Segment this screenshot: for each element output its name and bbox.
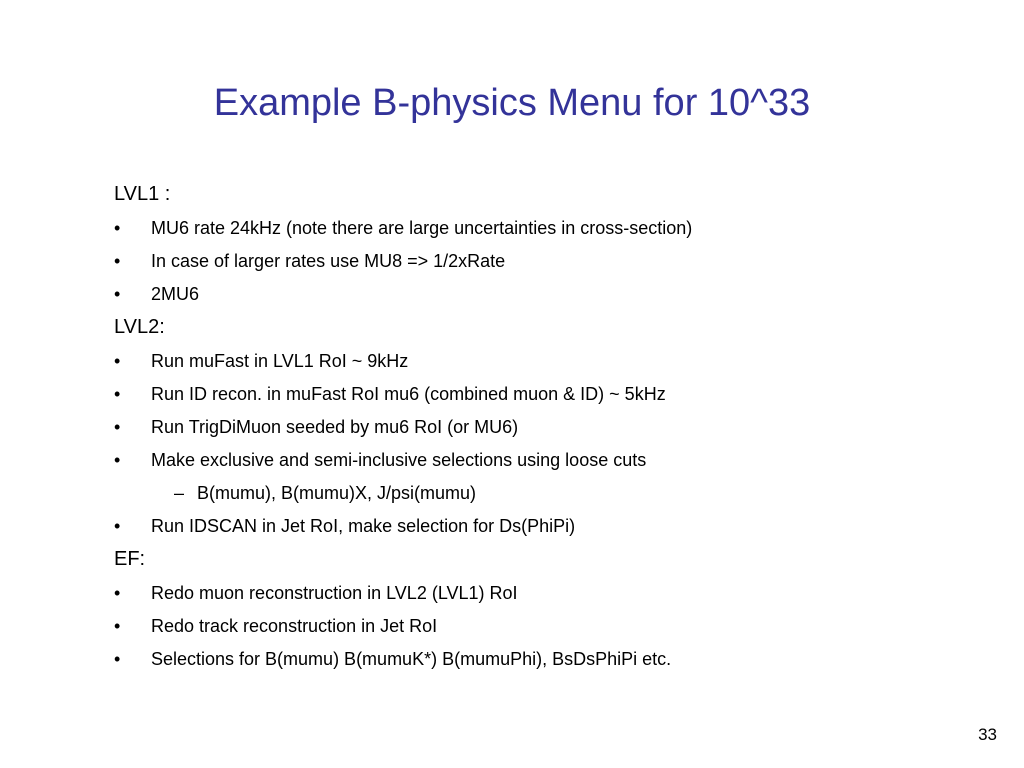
bullet-marker: •	[114, 384, 121, 404]
bullet-text: In case of larger rates use MU8 => 1/2xRate	[151, 251, 506, 271]
slide-title: Example B-physics Menu for 10^33	[213, 82, 811, 124]
bullet-marker: •	[114, 450, 121, 470]
sub-bullet-item	[114, 477, 994, 510]
bullet-marker: •	[114, 351, 121, 371]
bullet-marker: •	[114, 649, 121, 669]
bullet-item	[114, 212, 994, 245]
bullet-item	[114, 610, 994, 643]
bullet-text: Run IDSCAN in Jet RoI, make selection for Ds(PhiPi)	[151, 516, 576, 536]
bullet-text: Run TrigDiMuon seeded by mu6 RoI (or MU6)	[151, 417, 519, 437]
bullet-marker: •	[114, 616, 121, 636]
bullet-item	[114, 278, 994, 311]
bullet-text: Run muFast in LVL1 RoI ~ 9kHz	[151, 351, 409, 371]
sub-bullet-text: B(mumu), B(mumu)X, J/psi(mumu)	[197, 483, 477, 503]
page-number: 33	[978, 725, 997, 744]
bullet-text: 2MU6	[151, 284, 200, 304]
bullet-marker: •	[114, 417, 121, 437]
bullet-text: Redo muon reconstruction in LVL2 (LVL1) RoI	[151, 583, 518, 603]
bullet-item	[114, 643, 994, 676]
bullet-marker: •	[114, 516, 121, 536]
bullet-item	[114, 345, 994, 378]
slide-body	[114, 178, 994, 676]
bullet-marker: •	[114, 251, 121, 271]
bullet-item	[114, 510, 994, 543]
bullet-item	[114, 411, 994, 444]
bullet-item	[114, 444, 994, 477]
section-heading-lvl1: LVL1 :	[114, 183, 171, 205]
section-heading-lvl2: LVL2:	[114, 316, 165, 338]
bullet-item	[114, 577, 994, 610]
section-heading-ef: EF:	[114, 548, 146, 570]
bullet-text: Run ID recon. in muFast RoI mu6 (combined muon & ID) ~ 5kHz	[151, 384, 666, 404]
bullet-text: Selections for B(mumu) B(mumuK*) B(mumuPhi), BsDsPhiPi etc.	[151, 649, 672, 669]
bullet-marker: •	[114, 218, 121, 238]
bullet-item	[114, 378, 994, 411]
bullet-text: Make exclusive and semi-inclusive selections using loose cuts	[151, 450, 647, 470]
sub-bullet-marker: –	[174, 483, 185, 503]
bullet-marker: •	[114, 284, 121, 304]
bullet-text: MU6 rate 24kHz (note there are large uncertainties in cross-section)	[151, 218, 693, 238]
bullet-item	[114, 245, 994, 278]
bullet-text: Redo track reconstruction in Jet RoI	[151, 616, 438, 636]
bullet-marker: •	[114, 583, 121, 603]
